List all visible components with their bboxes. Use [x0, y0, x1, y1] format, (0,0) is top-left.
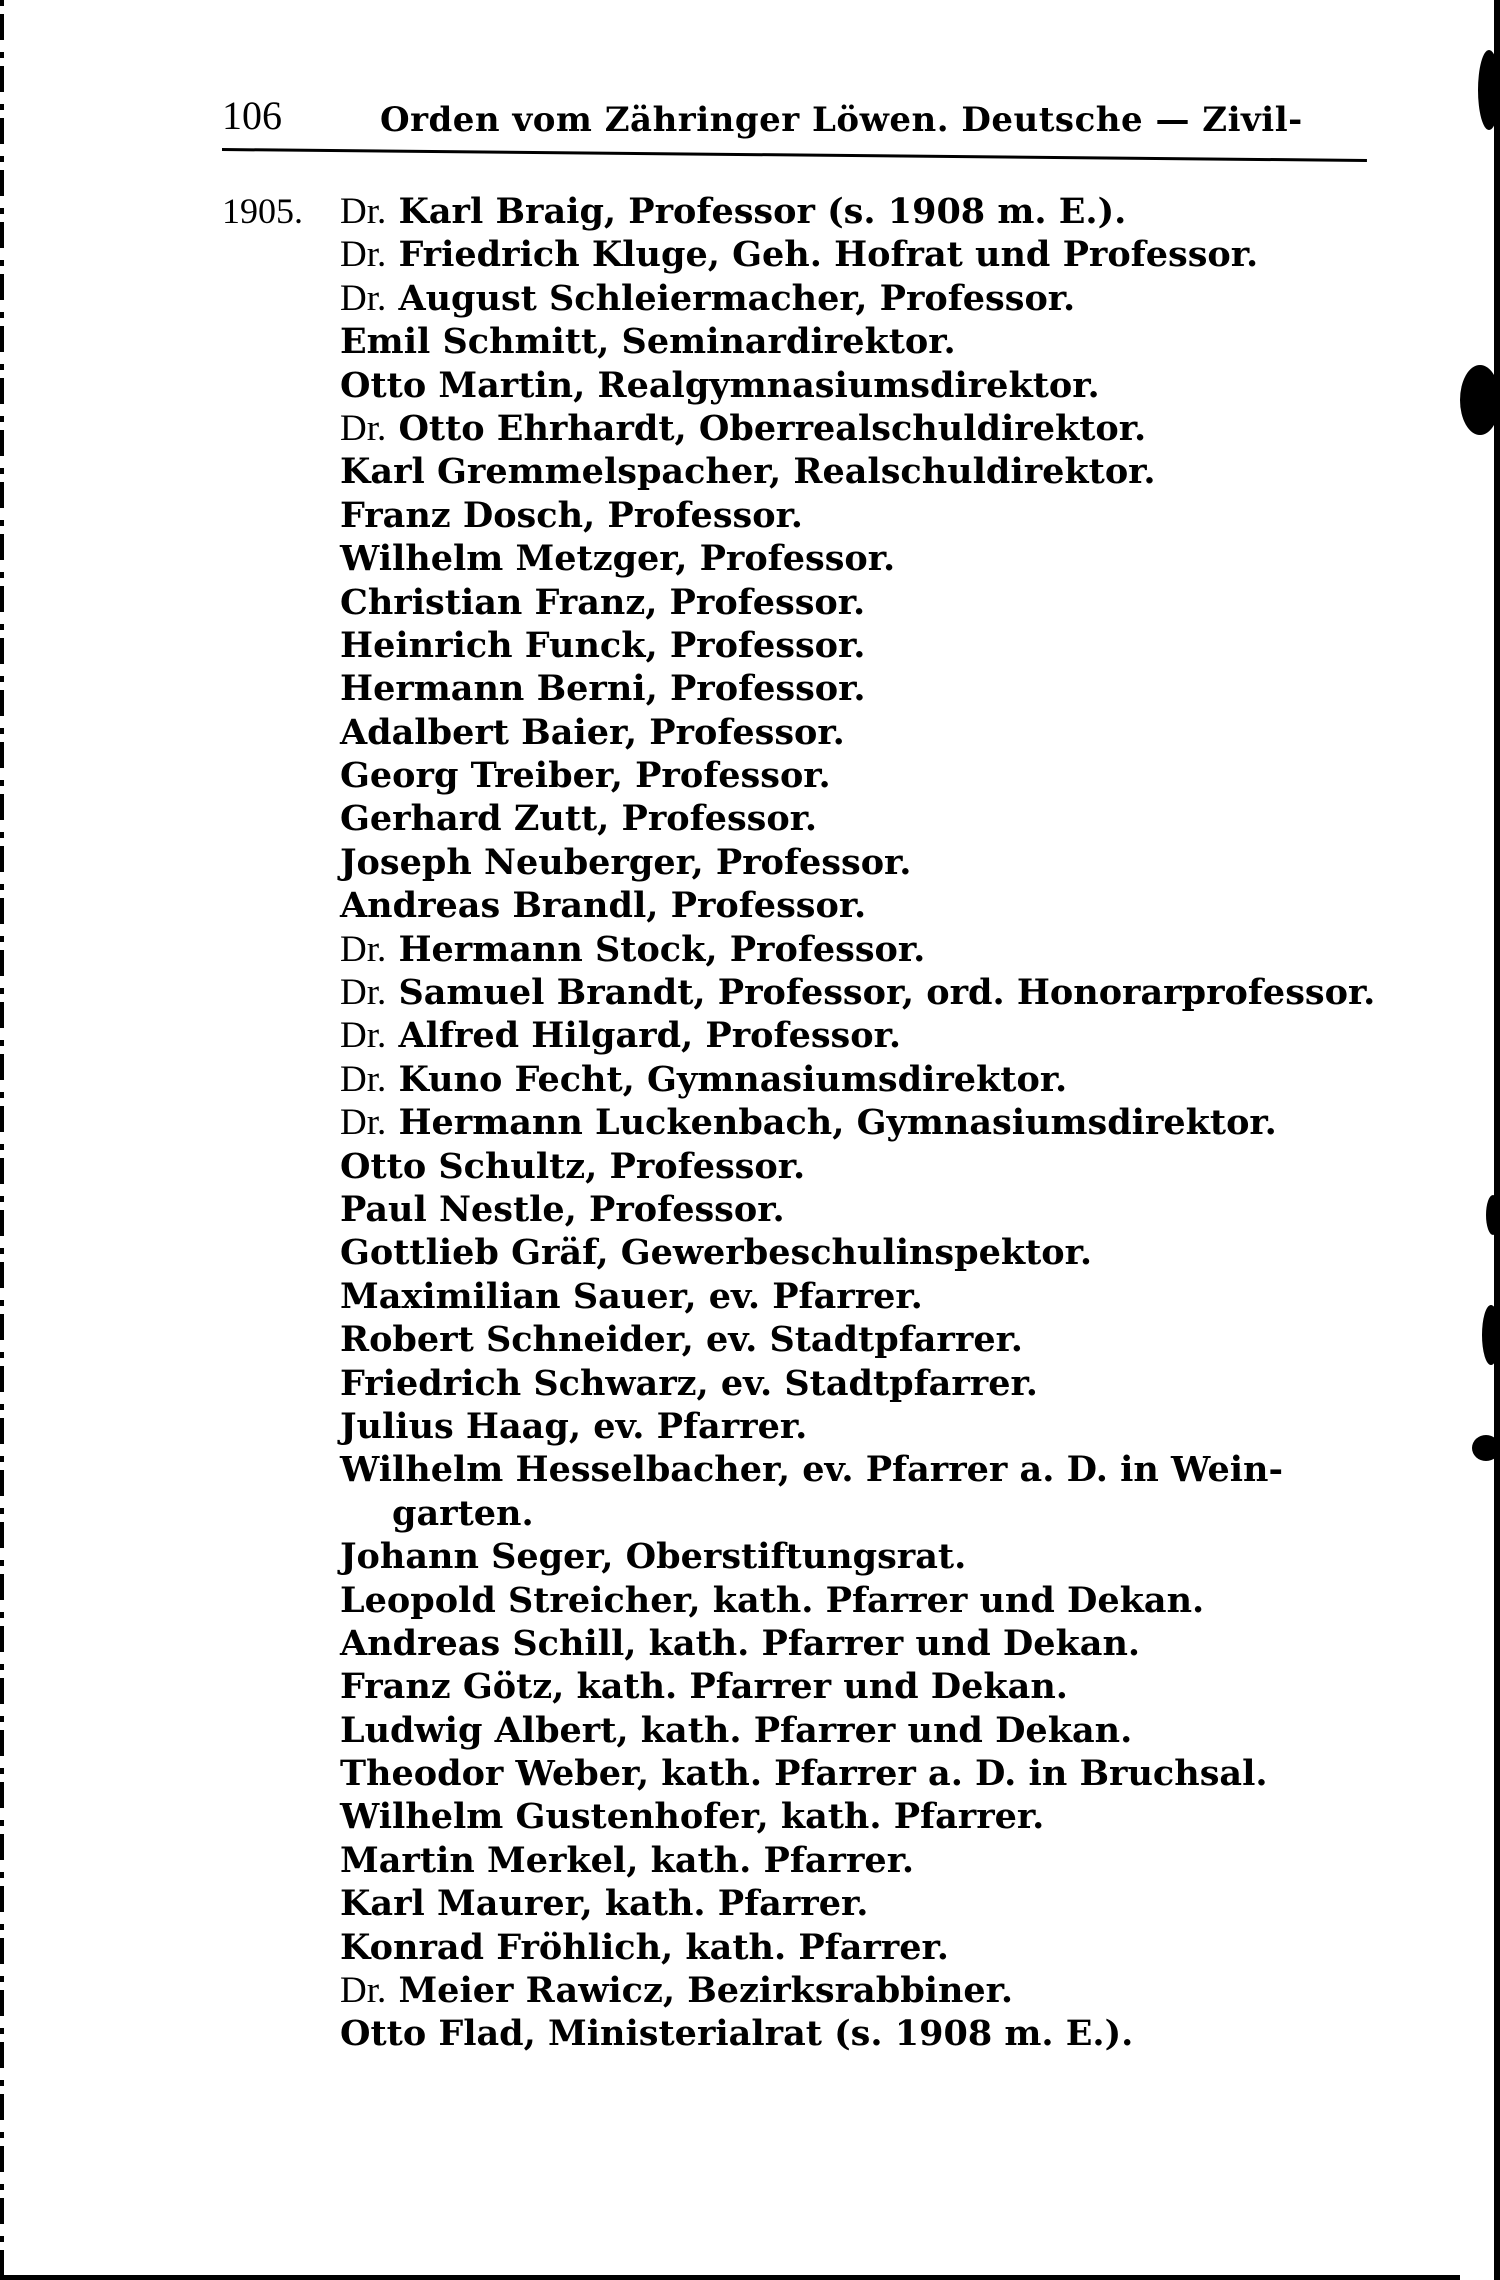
list-item	[222, 1926, 1372, 1969]
title-prefix: Dr.	[340, 1058, 387, 1100]
entry-text	[340, 667, 866, 710]
list-item	[222, 797, 1372, 840]
entry-name-and-title: Andreas Schill, kath. Pfarrer und Dekan.	[340, 1622, 1141, 1664]
entry-text	[340, 1188, 785, 1231]
list-item	[222, 711, 1372, 754]
entry-text	[340, 1014, 901, 1057]
entry-text	[340, 928, 925, 971]
entry-text	[340, 320, 956, 363]
list-item	[222, 928, 1372, 971]
entry-name-and-title: Andreas Brandl, Professor.	[340, 885, 867, 927]
list-item	[222, 1362, 1372, 1405]
header-rule	[222, 148, 1367, 162]
entry-text	[340, 1275, 923, 1318]
entry-name-and-title: Theodor Weber, kath. Pfarrer a. D. in Bruchsal.	[340, 1753, 1268, 1795]
entry-name-and-title: Johann Seger, Oberstiftungsrat.	[340, 1536, 967, 1578]
entry-name-and-title: August Schleiermacher, Professor.	[398, 277, 1076, 319]
entry-name-and-title: Otto Martin, Realgymnasiumsdirektor.	[340, 364, 1100, 406]
entry-text	[340, 711, 845, 754]
entry-name-and-title: Hermann Stock, Professor.	[398, 928, 926, 970]
entry-name-and-title: Alfred Hilgard, Professor.	[398, 1015, 901, 1057]
list-item	[222, 1535, 1372, 1578]
entry-name-and-title: Karl Gremmelspacher, Realschuldirektor.	[340, 451, 1156, 493]
entry-text	[340, 1101, 1277, 1144]
list-item	[222, 1752, 1372, 1795]
scan-blot	[1460, 365, 1500, 435]
entry-name-and-title: Karl Maurer, kath. Pfarrer.	[340, 1883, 869, 1925]
entry-name-and-title: Maximilian Sauer, ev. Pfarrer.	[340, 1275, 923, 1317]
entry-name-and-title: Wilhelm Gustenhofer, kath. Pfarrer.	[340, 1796, 1045, 1838]
entry-text	[340, 1752, 1268, 1795]
entry-name-and-title: Kuno Fecht, Gymnasiumsdirektor.	[398, 1058, 1068, 1100]
scan-blot	[1482, 1305, 1500, 1365]
list-item	[222, 407, 1372, 450]
entry-text	[340, 1926, 949, 1969]
list-item	[222, 884, 1372, 927]
entry-text	[340, 407, 1146, 450]
entry-text	[340, 537, 895, 580]
list-item	[222, 1275, 1372, 1318]
entry-name-and-title: Gerhard Zutt, Professor.	[340, 798, 818, 840]
list-item	[222, 1318, 1372, 1361]
entry-name-and-title: Martin Merkel, kath. Pfarrer.	[340, 1839, 915, 1881]
scan-edge-left	[0, 0, 4, 2280]
title-prefix: Dr.	[340, 191, 387, 232]
list-item	[222, 624, 1372, 667]
entry-text	[340, 797, 817, 840]
scan-blot	[1486, 1195, 1500, 1235]
entry-text	[340, 1622, 1140, 1665]
list-item	[222, 1795, 1372, 1838]
running-title: Orden vom Zähringer Löwen. Deutsche — Zivil-	[380, 100, 1303, 140]
entry-text	[340, 1709, 1132, 1752]
list-item	[222, 754, 1372, 797]
list-item	[222, 971, 1376, 1014]
entry-text	[340, 1058, 1067, 1101]
entry-name-and-title: Samuel Brandt, Professor, ord. Honorarprofessor.	[398, 972, 1376, 1014]
list-item	[222, 1014, 1372, 1057]
list-item	[222, 1709, 1372, 1752]
entry-name-and-title: Konrad Fröhlich, kath. Pfarrer.	[340, 1926, 949, 1968]
entry-text	[340, 884, 866, 927]
entry-text	[340, 190, 1126, 233]
entry-text	[340, 450, 1156, 493]
title-prefix: Dr.	[340, 234, 387, 276]
title-prefix: Dr.	[340, 1015, 387, 1057]
entry-name-and-title: Paul Nestle, Professor.	[340, 1188, 785, 1230]
entry-name-and-title: Friedrich Kluge, Geh. Hofrat und Professor.	[398, 234, 1259, 276]
list-item	[222, 277, 1372, 320]
list-item	[222, 1579, 1372, 1622]
entry-name-and-title: Ludwig Albert, kath. Pfarrer und Dekan.	[340, 1709, 1133, 1751]
entry-name-and-title: Christian Franz, Professor.	[340, 581, 866, 623]
list-item	[222, 581, 1372, 624]
entry-name-and-title: Leopold Streicher, kath. Pfarrer und Dekan.	[340, 1579, 1205, 1621]
entry-name-and-title: Otto Schultz, Professor.	[340, 1145, 806, 1187]
page-header	[222, 88, 1367, 144]
title-prefix: Dr.	[340, 1970, 387, 2012]
entry-text	[340, 754, 831, 797]
entry-name-and-title: Heinrich Funck, Professor.	[340, 624, 866, 666]
list-item	[222, 1188, 1372, 1231]
entry-text	[340, 971, 1375, 1014]
entry-name-and-title: Gottlieb Gräf, Gewerbeschulinspektor.	[340, 1232, 1093, 1274]
entry-name-and-title: Otto Ehrhardt, Oberrealschuldirektor.	[398, 407, 1147, 449]
entry-name-and-title: Wilhelm Hesselbacher, ev. Pfarrer a. D. in Wein-	[340, 1449, 1283, 1491]
list-item-continuation	[222, 1492, 1372, 1535]
entry-text	[340, 1362, 1038, 1405]
entry-text	[340, 2012, 1133, 2055]
entry-name-and-title: Hermann Berni, Professor.	[340, 668, 866, 710]
entry-text	[340, 1448, 1283, 1491]
list-item	[222, 1101, 1372, 1144]
entry-name-and-title: Franz Dosch, Professor.	[340, 494, 803, 536]
entry-text	[340, 1969, 1013, 2012]
scan-edge-right	[1494, 0, 1500, 2280]
list-item	[222, 537, 1372, 580]
entry-text	[340, 841, 911, 884]
entry-name-and-title: Georg Treiber, Professor.	[340, 755, 831, 797]
entry-text	[340, 1579, 1204, 1622]
entry-text	[340, 277, 1075, 320]
entry-text	[340, 581, 865, 624]
list-item	[222, 1231, 1372, 1274]
list-item	[222, 190, 1372, 233]
entry-text	[340, 1231, 1092, 1274]
entry-name-and-title: Adalbert Baier, Professor.	[340, 711, 845, 753]
entry-name-and-title: Friedrich Schwarz, ev. Stadtpfarrer.	[340, 1362, 1038, 1404]
title-prefix: Dr.	[340, 972, 387, 1014]
entry-text	[340, 624, 865, 667]
entry-text	[340, 1535, 966, 1578]
list-item	[222, 667, 1372, 710]
entry-text	[340, 494, 803, 537]
entry-text	[340, 1882, 868, 1925]
entry-name-and-title: Wilhelm Metzger, Professor.	[340, 538, 896, 580]
list-item	[222, 1665, 1372, 1708]
list-item	[222, 1882, 1372, 1925]
entry-name-and-title: Emil Schmitt, Seminardirektor.	[340, 321, 956, 363]
entry-text	[340, 233, 1258, 276]
list-item	[222, 2012, 1372, 2055]
scan-blot	[1478, 50, 1500, 130]
scan-blot	[1472, 1435, 1500, 1461]
entry-name-and-title: Joseph Neuberger, Professor.	[340, 841, 912, 883]
entry-name-and-title: Karl Braig, Professor (s. 1908 m. E.).	[398, 191, 1127, 232]
entry-text	[340, 1839, 914, 1882]
entry-name-and-title: Meier Rawicz, Bezirksrabbiner.	[398, 1970, 1014, 2012]
list-item	[222, 1622, 1372, 1665]
entry-name-and-title: Franz Götz, kath. Pfarrer und Dekan.	[340, 1666, 1068, 1708]
list-item	[222, 1058, 1372, 1101]
entry-name-and-title: Otto Flad, Ministerialrat (s. 1908 m. E.).	[340, 2013, 1134, 2055]
list-item	[222, 1405, 1372, 1448]
entry-text	[340, 1405, 807, 1448]
entry-text	[340, 1665, 1068, 1708]
entry-text	[340, 1145, 805, 1188]
entry-text	[340, 364, 1100, 407]
continuation-text: garten.	[392, 1492, 534, 1534]
title-prefix: Dr.	[340, 928, 387, 970]
list-item	[222, 364, 1372, 407]
entry-text	[340, 1318, 1023, 1361]
scan-edge-bottom	[0, 2275, 1460, 2280]
page-number: 106	[222, 93, 282, 138]
year-label: 1905.	[222, 191, 303, 231]
title-prefix: Dr.	[340, 277, 387, 319]
entry-list	[222, 190, 1376, 2056]
entry-name-and-title: Julius Haag, ev. Pfarrer.	[340, 1405, 808, 1447]
list-item	[222, 233, 1372, 276]
title-prefix: Dr.	[340, 1102, 387, 1144]
list-item	[222, 1839, 1372, 1882]
list-item	[222, 494, 1372, 537]
entry-name-and-title: Hermann Luckenbach, Gymnasiumsdirektor.	[398, 1102, 1277, 1144]
entry-text	[340, 1795, 1044, 1838]
list-item	[222, 450, 1372, 493]
list-item	[222, 320, 1372, 363]
entry-name-and-title: Robert Schneider, ev. Stadtpfarrer.	[340, 1319, 1023, 1361]
list-item	[222, 1448, 1372, 1491]
list-item	[222, 841, 1372, 884]
list-item	[222, 1969, 1372, 2012]
title-prefix: Dr.	[340, 407, 387, 449]
list-item	[222, 1145, 1372, 1188]
